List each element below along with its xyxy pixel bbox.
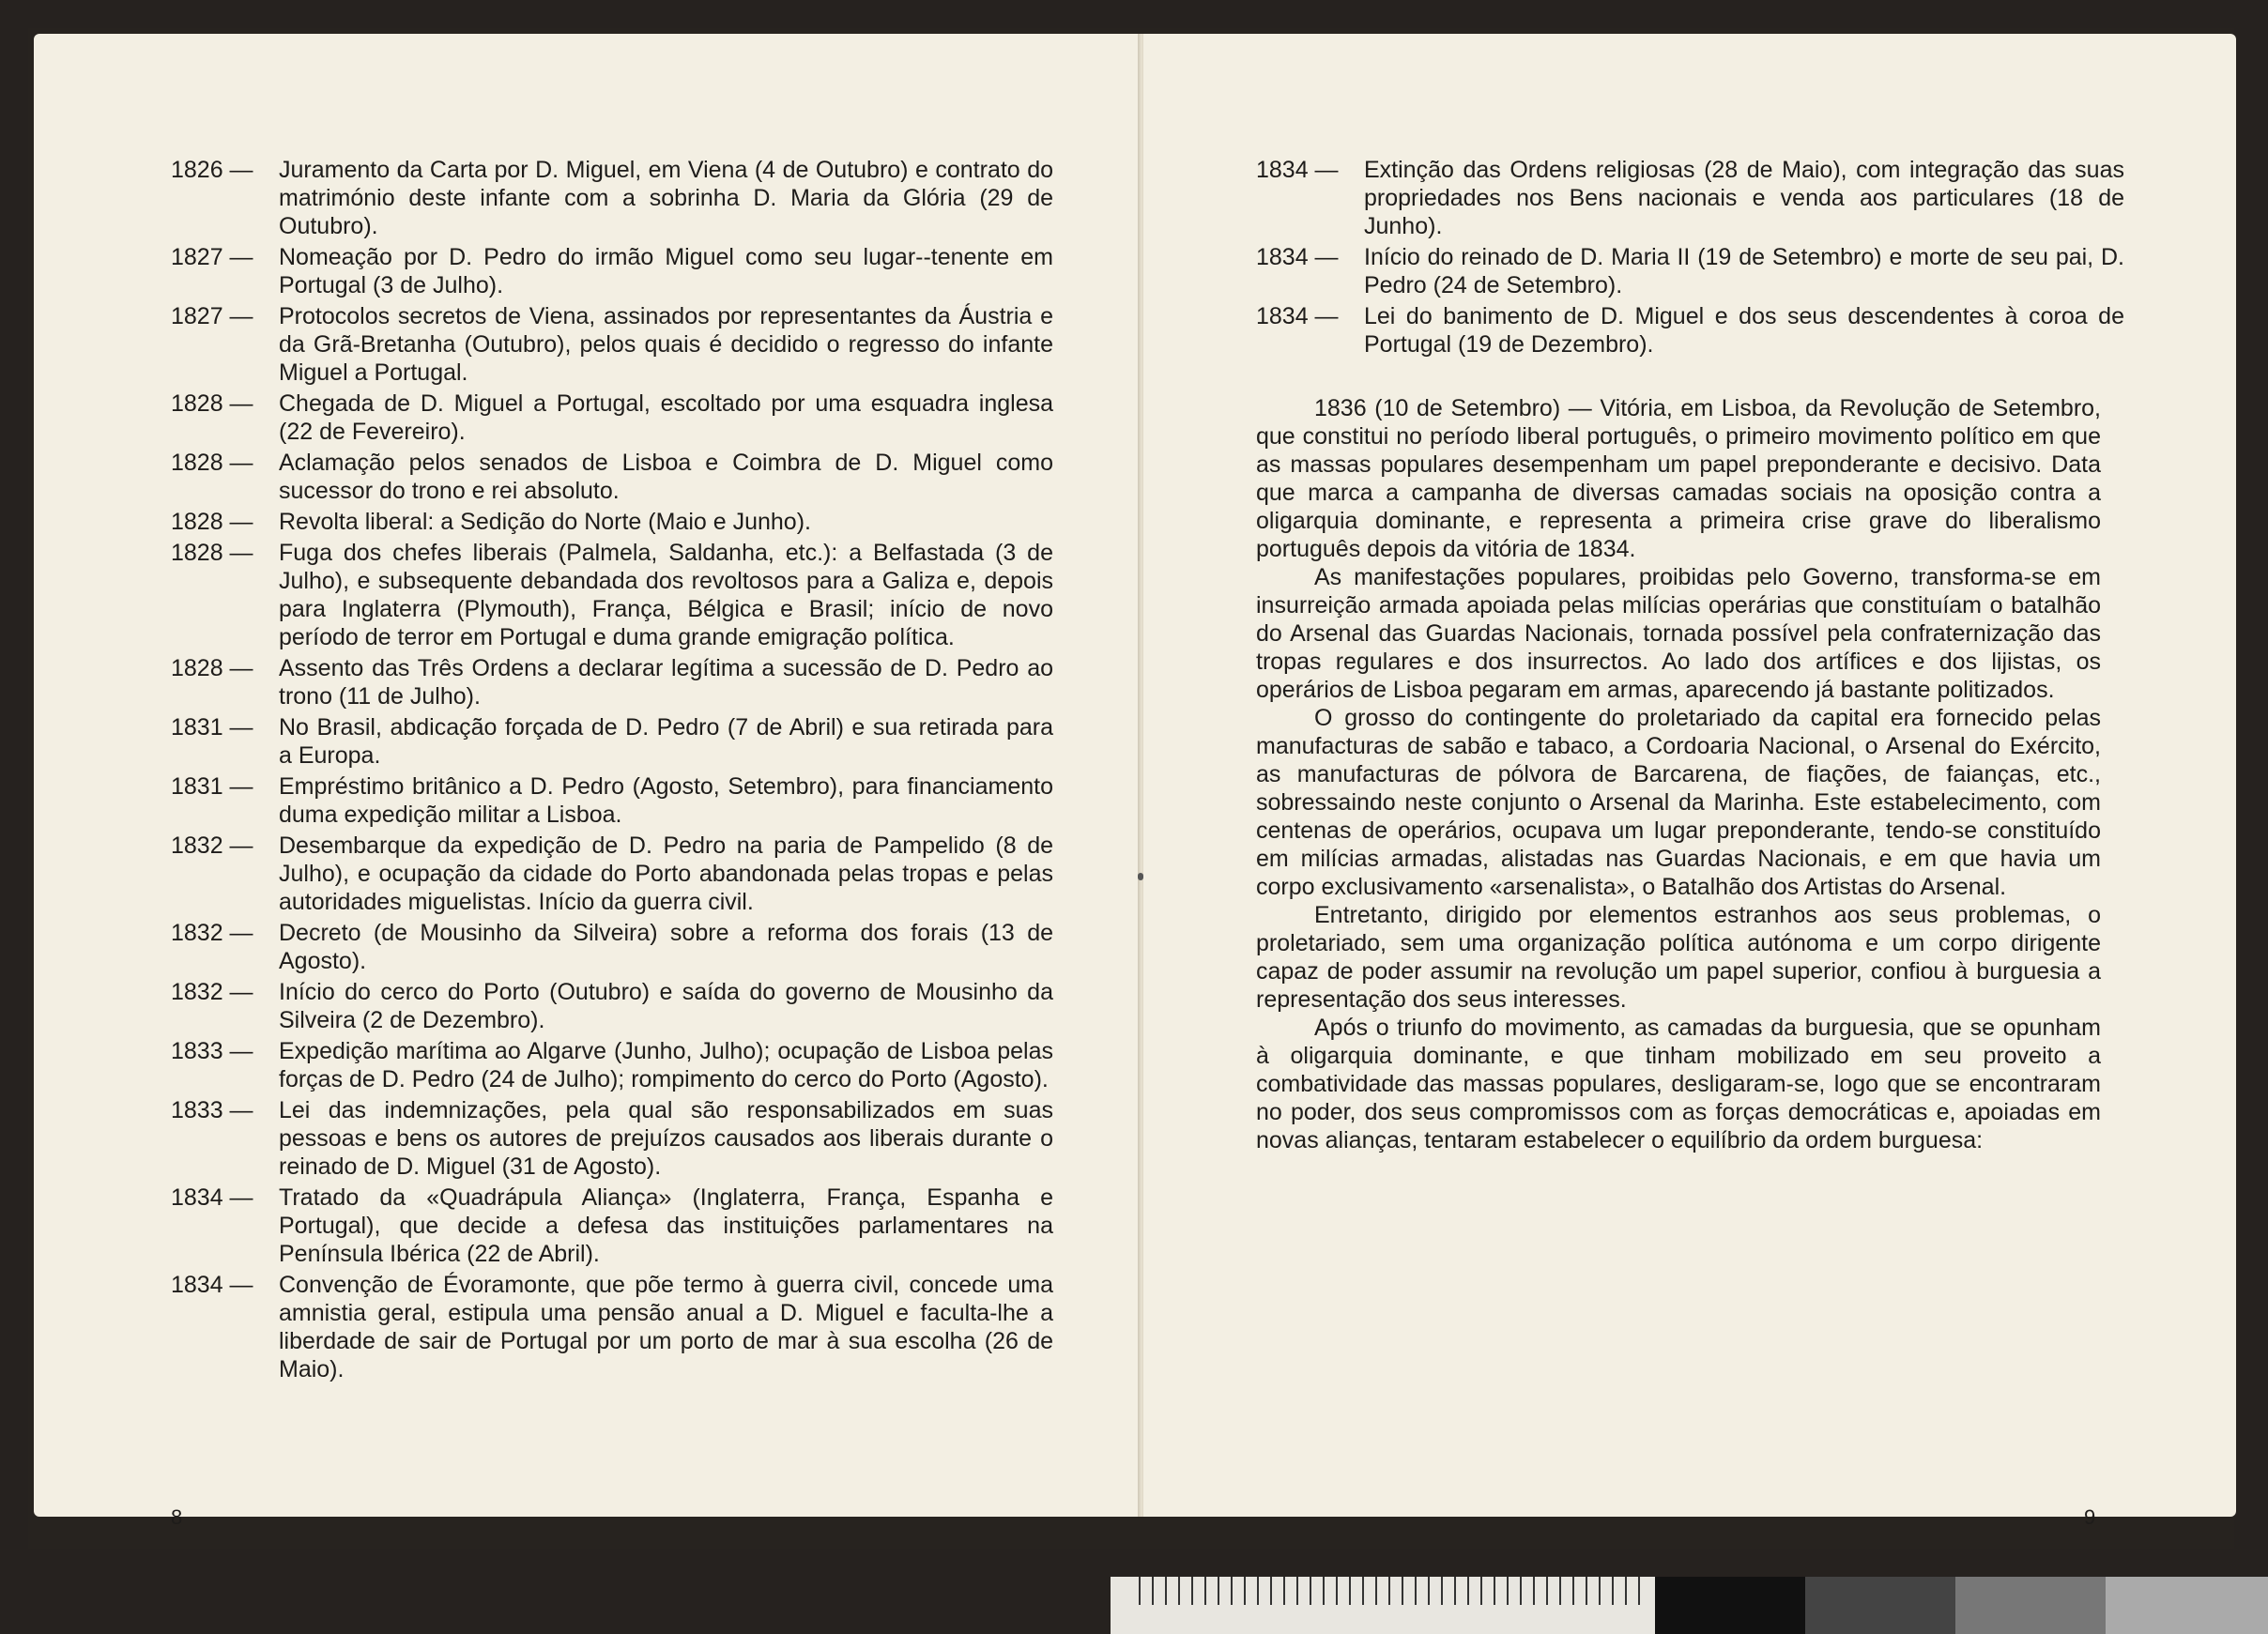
entry-text: Chegada de D. Miguel a Portugal, escoltado por uma esquadra inglesa (22 de Fevereiro). — [279, 390, 1053, 445]
entry-text: Tratado da «Quadrápula Aliança» (Inglaterra, França, Espanha e Portugal), que decide a defesa das instituições parlamentares na Península Ibérica (22 de Abril). — [279, 1184, 1053, 1267]
chronology-entry — [171, 654, 1053, 710]
entry-year: 1833 — — [171, 1038, 253, 1064]
chronology-entry — [171, 243, 1053, 299]
entry-year: 1834 — — [171, 1184, 253, 1211]
chronology-entry — [171, 1184, 1053, 1268]
entry-year: 1834 — — [171, 1272, 253, 1298]
ruler-ticks — [1139, 1577, 1646, 1605]
paragraph: Após o triunfo do movimento, as camadas da burguesia, que se opunham à oligarquia dominante, e que tinham mobilizado em seu proveito a combatividade das massas populares, desligaram-se, logo que se encontraram no poder, dos seus compromissos com as forças democráticas e, apoiadas em novas alianças, tentaram estabelecer o equilíbrio da ordem burguesa: — [1256, 1015, 2101, 1153]
entry-text: Extinção das Ordens religiosas (28 de Maio), com integração das suas propriedades nos Bens nacionais e venda aos particulares (18 de Junho). — [1364, 157, 2124, 239]
entry-year: 1828 — — [171, 540, 253, 566]
entry-year: 1834 — — [1256, 303, 1339, 329]
entry-text: Juramento da Carta por D. Miguel, em Viena (4 de Outubro) e contrato do matrimónio deste infante com a sobrinha D. Maria da Glória (29 de Outubro). — [279, 157, 1053, 239]
chronology-entry — [171, 713, 1053, 770]
left-page — [34, 34, 1142, 1529]
entry-text: Aclamação pelos senados de Lisboa e Coimbra de D. Miguel como sucessor do trono e rei absoluto. — [279, 450, 1053, 504]
scale-ruler — [1111, 1577, 2268, 1634]
entry-text: No Brasil, abdicação forçada de D. Pedro (7 de Abril) e sua retirada para a Europa. — [279, 714, 1053, 769]
chronology-list-right — [1256, 156, 2124, 361]
entry-year: 1832 — — [171, 832, 253, 859]
entry-text: Início do cerco do Porto (Outubro) e saída do governo de Mousinho da Silveira (2 de Dezembro). — [279, 979, 1053, 1033]
entry-text: Expedição marítima ao Algarve (Junho, Julho); ocupação de Lisboa pelas forças de D. Pedro (24 de Julho); rompimento do cerco do Porto (Agosto). — [279, 1038, 1053, 1092]
chronology-entry — [171, 1096, 1053, 1181]
paragraph: Entretanto, dirigido por elementos estranhos aos seus problemas, o proletariado, sem uma organização política autónoma e um corpo dirigente capaz de poder assumir na revolução um papel superior, confiou à burguesia a representação dos seus interesses. — [1256, 902, 2101, 1013]
entry-text: Lei das indemnizações, pela qual são responsabilizados em suas pessoas e bens os autores de prejuízos causados aos liberais durante o reinado de D. Miguel (31 de Agosto). — [279, 1097, 1053, 1180]
entry-text: Protocolos secretos de Viena, assinados por representantes da Áustria e da Grã-Bretanha (Outubro), pelos quais é decidido o regresso do infante Miguel a Portugal. — [279, 303, 1053, 386]
color-bar — [1655, 1577, 1805, 1634]
page-number-right: 9 — [2084, 1505, 2096, 1529]
entry-text: Início do reinado de D. Maria II (19 de Setembro) e morte de seu pai, D. Pedro (24 de Setembro). — [1364, 244, 2124, 298]
entry-text: Lei do banimento de D. Miguel e dos seus descendentes à coroa de Portugal (19 de Dezembro). — [1364, 303, 2124, 358]
entry-year: 1828 — — [171, 390, 253, 417]
entry-text: Nomeação por D. Pedro do irmão Miguel como seu lugar--tenente em Portugal (3 de Julho). — [279, 244, 1053, 298]
entry-text: Decreto (de Mousinho da Silveira) sobre a reforma dos forais (13 de Agosto). — [279, 920, 1053, 974]
chronology-list-left — [171, 156, 1053, 1386]
right-page — [1143, 34, 2236, 1529]
chronology-entry — [171, 978, 1053, 1034]
entry-text: Fuga dos chefes liberais (Palmela, Saldanha, etc.): a Belfastada (3 de Julho), e subsequente debandada dos revoltosos para a Galiza e, depois para Inglaterra (Plymouth), França, Bélgica e Brasil; início de novo período de terror em Portugal e duma grande emigração política. — [279, 540, 1053, 650]
entry-year: 1827 — — [171, 303, 253, 329]
entry-year: 1834 — — [1256, 157, 1339, 183]
chronology-entry — [171, 508, 1053, 536]
entry-text: Convenção de Évoramonte, que põe termo à guerra civil, concede uma amnistia geral, estipula uma pensão anual a D. Miguel e faculta-lhe a liberdade de sair de Portugal por um porto de mar à sua escolha (26 de Maio). — [279, 1272, 1053, 1382]
entry-text: Revolta liberal: a Sedição do Norte (Maio e Junho). — [279, 509, 811, 535]
chronology-entry — [171, 1037, 1053, 1093]
entry-year: 1831 — — [171, 714, 253, 741]
entry-year: 1828 — — [171, 509, 253, 535]
chronology-entry — [171, 539, 1053, 651]
chronology-entry — [171, 1271, 1053, 1383]
color-bar — [2106, 1577, 2268, 1634]
entry-year: 1834 — — [1256, 244, 1339, 270]
entry-year: 1833 — — [171, 1097, 253, 1123]
chronology-entry — [171, 389, 1053, 446]
entry-year: 1826 — — [171, 157, 253, 183]
entry-year: 1832 — — [171, 979, 253, 1005]
color-bar — [1805, 1577, 1955, 1634]
paragraph: As manifestações populares, proibidas pelo Governo, transforma-se em insurreição armada apoiada pelas milícias operárias que constituíam o batalhão do Arsenal das Guardas Nacionais, tornada possível pela confraternização das tropas regulares e dos insurrectos. Ao lado dos artífices e dos lijistas, os operários de Lisboa pegaram em armas, aparecendo já bastante politizados. — [1256, 564, 2101, 703]
entry-year: 1828 — — [171, 450, 253, 476]
entry-year: 1828 — — [171, 655, 253, 681]
chronology-entry — [1256, 302, 2124, 359]
chronology-entry — [171, 772, 1053, 829]
color-bar — [1955, 1577, 2106, 1634]
chronology-entry — [171, 832, 1053, 916]
entry-year: 1831 — — [171, 773, 253, 800]
paragraph: 1836 (10 de Setembro) — Vitória, em Lisboa, da Revolução de Setembro, que constitui no período liberal português, o primeiro movimento político em que as massas populares desempenham um papel preponderante e decisivo. Data que marca a campanha de diversas camadas sociais na oposição contra a oligarquia dominante, e representa a primeira crise grave do liberalismo português depois da vitória de 1834. — [1256, 395, 2101, 562]
chronology-entry — [171, 156, 1053, 240]
chronology-entry — [1256, 243, 2124, 299]
entry-year: 1832 — — [171, 920, 253, 946]
paragraph: O grosso do contingente do proletariado da capital era fornecido pelas manufacturas de sabão e tabaco, a Cordoaria Nacional, o Arsenal do Exército, as manufacturas de pólvora de Barcarena, de fiações, de faianças, etc., sobressaindo neste conjunto o Arsenal da Marinha. Este estabelecimento, com centenas de operários, ocupava um lugar preponderante, tendo-se constituído em milícias armadas, alistadas nas Guardas Nacionais, e em que havia um corpo exclusivamento «arsenalista», o Batalhão dos Artistas do Arsenal. — [1256, 705, 2101, 900]
entry-text: Assento das Três Ordens a declarar legítima a sucessão de D. Pedro ao trono (11 de Julho). — [279, 655, 1053, 710]
chronology-entry — [171, 449, 1053, 505]
chronology-entry — [171, 302, 1053, 387]
chronology-entry — [1256, 156, 2124, 240]
entry-text: Desembarque da expedição de D. Pedro na paria de Pampelido (8 de Julho), e ocupação da cidade do Porto abandonada pelas tropas e pelas autoridades miguelistas. Início da guerra civil. — [279, 832, 1053, 915]
page-number-left: 8 — [171, 1505, 183, 1529]
entry-year: 1827 — — [171, 244, 253, 270]
entry-text: Empréstimo britânico a D. Pedro (Agosto, Setembro), para financiamento duma expedição militar a Lisboa. — [279, 773, 1053, 828]
chronology-entry — [171, 919, 1053, 975]
narrative-text — [1256, 394, 2101, 1154]
